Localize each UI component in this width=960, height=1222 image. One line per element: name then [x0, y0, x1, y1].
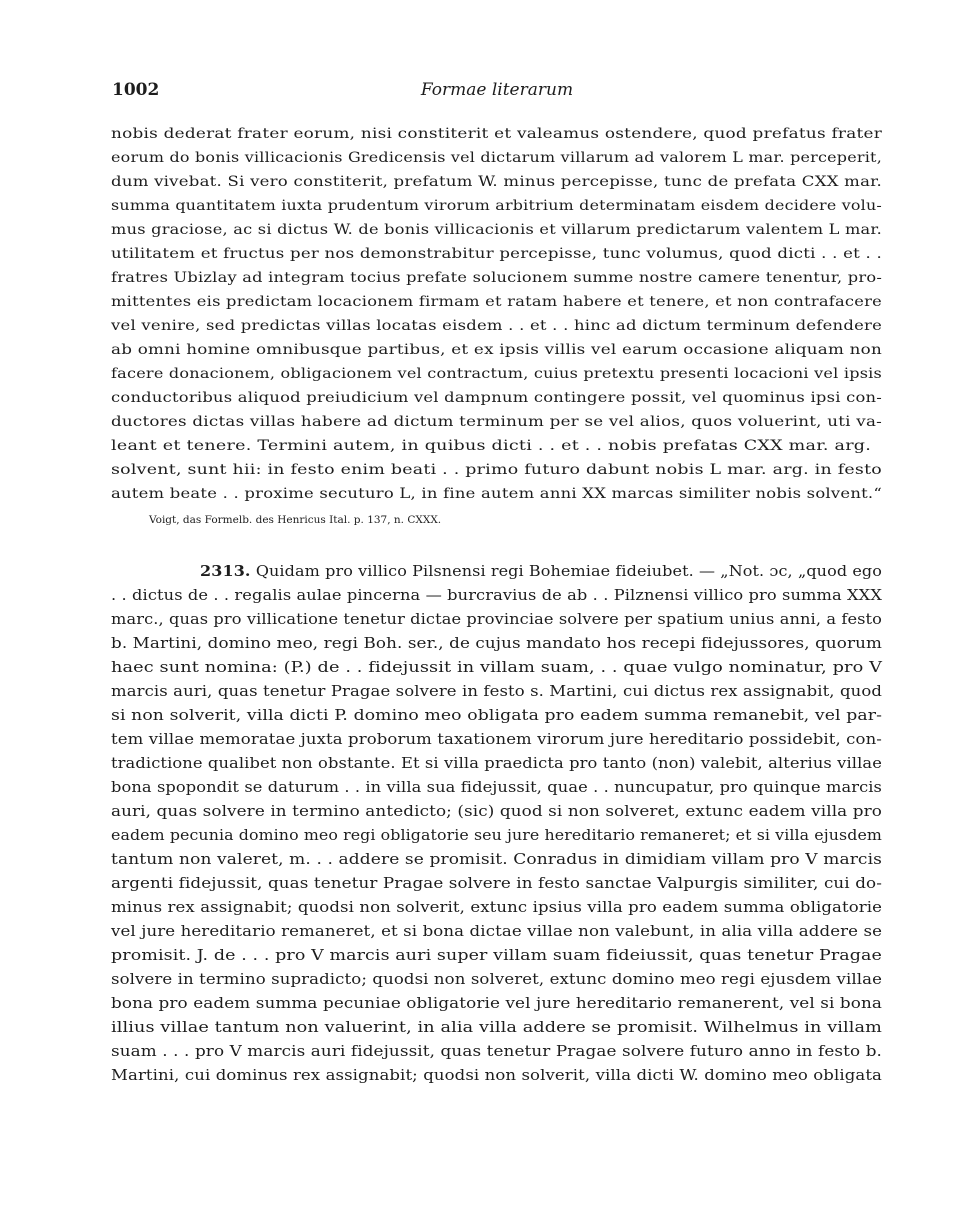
text-line: mittentes eis predictam locacionem firmam et ratam habere et tenere, et non contrafacere [111, 294, 882, 310]
text-line: suam . . . pro V marcis auri fidejussit, quas tenetur Pragae solvere futuro anno in festo b. [111, 1042, 883, 1060]
text-line: eadem pecunia domino meo regi obligatorie seu jure hereditario remaneret; et si villa ejusdem [111, 826, 882, 844]
text-line: illius villae tantum non valuerint, in alia villa addere se promisit. Wilhelmus in villam [111, 1018, 883, 1036]
text-line: autem beate . . proxime secuturo L, in fine autem anni XX marcas similiter nobis solvent.“ [111, 486, 882, 502]
running-title: Formae literarum [420, 80, 574, 100]
text-line: vel venire, sed predictas villas locatas eisdem . . et . . hinc ad dictum terminum defendere [111, 318, 883, 334]
entry-number: 2313. [200, 562, 251, 580]
text-line: solvere in termino supradicto; quodsi non solveret, extunc domino meo regi ejusdem villae [111, 970, 883, 988]
entry-heading-line [200, 560, 882, 582]
text-line: tradictione qualibet non obstante. Et si villa praedicta pro tanto (non) valebit, alterius villae [111, 754, 882, 772]
text-line: haec sunt nomina: (P.) de . . fidejussit in villam suam, . . quae vulgo nominatur, pro V [111, 658, 883, 676]
text-line: . . dictus de . . regalis aulae pincerna — burcravius de ab . . Pilznensi villico pro summa XXX [111, 586, 882, 604]
text-line: bona spopondit se daturum . . in villa sua fidejussit, quae . . nuncupatur, pro quinque marcis [111, 778, 882, 796]
text-line: bona pro eadem summa pecuniae obligatorie vel jure hereditario remanerent, vel si bona [111, 994, 883, 1012]
text-line: conductoribus aliquod preiudicium vel dampnum contingere possit, vel quominus ipsi con- [111, 390, 883, 406]
text-line: b. Martini, domino meo, regi Boh. ser., de cujus mandato hos recepi fidejussores, quorum [111, 634, 882, 652]
text-line: dum vivebat. Si vero constiterit, prefatum W. minus percepisse, tunc de prefata CXX mar. [111, 174, 882, 190]
text-line: mus graciose, ac si dictus W. de bonis villicacionis et villarum predictarum valentem L mar. [111, 222, 882, 238]
text-line: summa quantitatem iuxta prudentum virorum arbitrium determinatam eisdem decidere volu- [111, 198, 883, 214]
page-number: 1002 [112, 80, 160, 100]
text-line: tem villae memoratae juxta proborum taxationem virorum jure hereditario possidebit, con- [111, 730, 882, 748]
text-line: nobis dederat frater eorum, nisi constiterit et valeamus ostendere, quod prefatus frater [111, 126, 883, 142]
text-line: eorum do bonis villicacionis Gredicensis vel dictarum villarum ad valorem L mar. perceperit, [111, 150, 882, 166]
text-line: solvent, sunt hii: in festo enim beati . . primo futuro dabunt nobis L mar. arg. in festo [111, 462, 883, 478]
text-line: marc., quas pro villicatione tenetur dictae provinciae solvere per spatium unius anni, a festo [111, 610, 883, 628]
text-line: marcis auri, quas tenetur Pragae solvere in festo s. Martini, cui dictus rex assignabit, quod [111, 682, 882, 700]
entry-heading-text: Quidam pro villico Pilsnensi regi Bohemiae fideiubet. — „Not. ɔc, „quod ego [250, 562, 883, 580]
text-line: facere donacionem, obligacionem vel contractum, cuius pretextu presenti locacioni vel ipsis [111, 366, 882, 382]
text-line: argenti fidejussit, quas tenetur Pragae solvere in festo sanctae Valpurgis similiter, cui do- [111, 874, 882, 892]
text-line: Martini, cui dominus rex assignabit; quodsi non solverit, villa dicti W. domino meo obligata [111, 1066, 883, 1084]
text-line: fratres Ubizlay ad integram tocius prefate solucionem summe nostre camere tenentur, pro- [111, 270, 883, 286]
text-line: promisit. J. de . . . pro V marcis auri super villam suam fideiussit, quas tenetur Pragae [111, 946, 882, 964]
text-line: ductores dictas villas habere ad dictum terminum per se vel alios, quos voluerint, uti va- [111, 414, 883, 430]
text-line: vel jure hereditario remaneret, et si bona dictae villae non valebunt, in alia villa addere se [111, 922, 883, 940]
text-line: tantum non valeret, m. . . addere se promisit. Conradus in dimidiam villam pro V marcis [111, 850, 882, 868]
text-line: minus rex assignabit; quodsi non solverit, extunc ipsius villa pro eadem summa obligatorie [111, 898, 883, 916]
page-header [112, 80, 882, 106]
text-line: leant et tenere. Termini autem, in quibus dicti . . et . . nobis prefatas CXX mar. arg. [111, 438, 872, 454]
text-line: ab omni homine omnibusque partibus, et ex ipsis villis vel earum occasione aliquam non [111, 342, 883, 358]
source-citation: Voigt, das Formelb. des Henricus Ital. p. 137, n. CXXX. [149, 514, 442, 526]
text-line: utilitatem et fructus per nos demonstrabitur percepisse, tunc volumus, quod dicti . . et . . [111, 246, 883, 262]
text-line: si non solverit, villa dicti P. domino meo obligata pro eadem summa remanebit, vel par- [111, 706, 883, 724]
text-line: auri, quas solvere in termino antedicto; (sic) quod si non solveret, extunc eadem villa pro [111, 802, 882, 820]
